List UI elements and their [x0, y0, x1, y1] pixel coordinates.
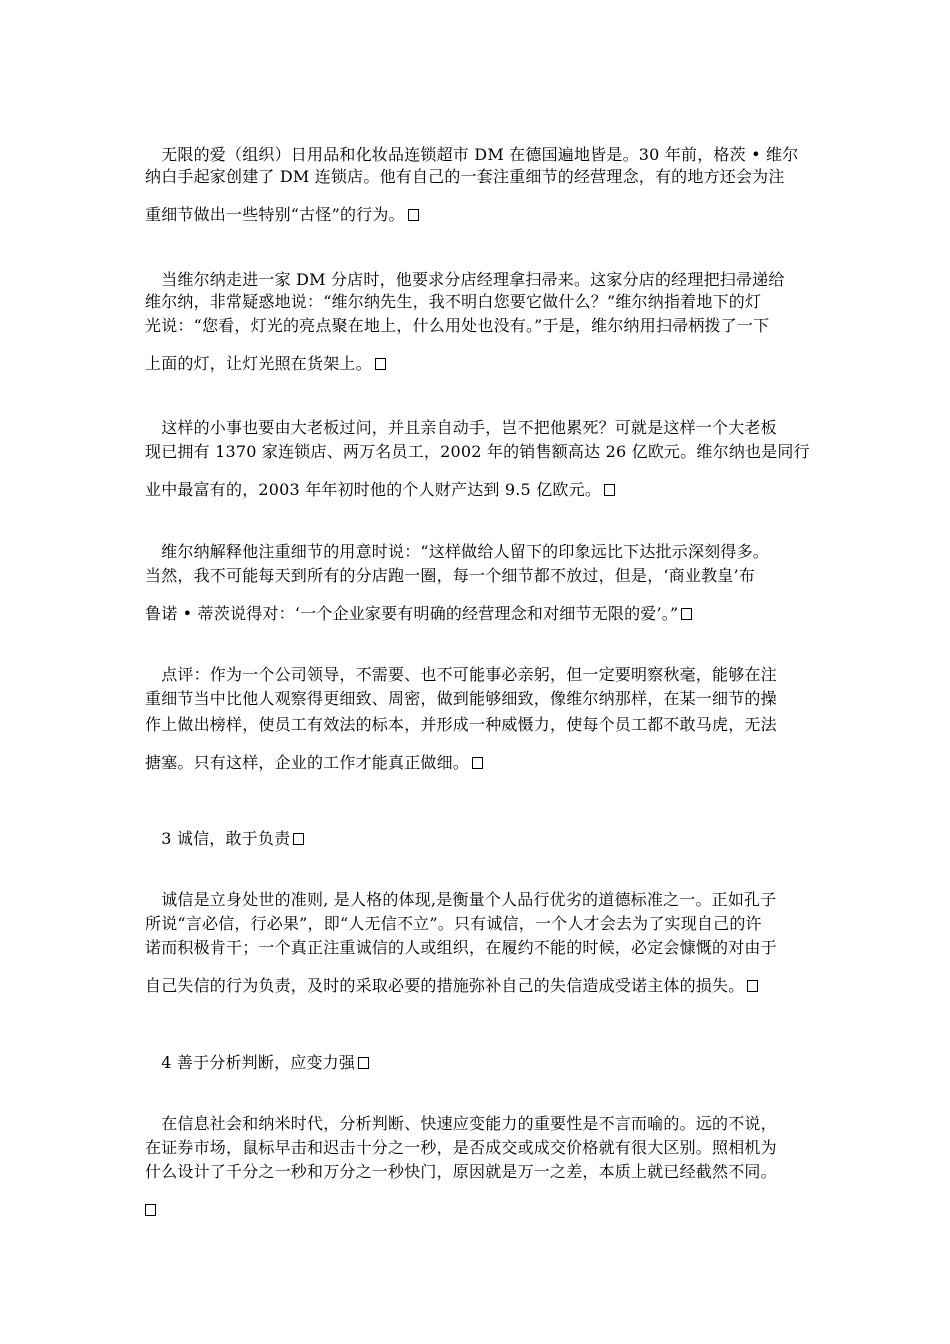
text-line: 光说：“您看，灯光的亮点聚在地上，什么用处也没有。”于是，维尔纳用扫帚柄拨了一下: [145, 316, 770, 335]
text-line: 当然，我不可能每天到所有的分店跑一圈，每一个细节都不放过，但是，‘商业教皇’布: [145, 566, 755, 585]
text-line: 什么设计了千分之一秒和万分之一秒快门，原因就是万一之差，本质上就已经截然不同。: [145, 1162, 777, 1181]
paragraph-mark-icon: [293, 833, 304, 845]
text-line: 作上做出榜样，使员工有效法的标本，并形成一种威慑力，使每个员工都不敢马虎，无法: [145, 715, 777, 734]
text-line-last: [145, 205, 419, 225]
heading-line: [145, 829, 304, 849]
text-line: 诚信是立身处世的准则, 是人格的体现,是衡量个人品行优劣的道德标准之一。正如孔子: [145, 890, 777, 909]
text-line: 诺而积极肯干；一个真正注重诚信的人或组织，在履约不能的时候，必定会慷慨的对由于: [145, 938, 777, 957]
text-line: 在信息社会和纳米时代，分析判断、快速应变能力的重要性是不言而喻的。远的不说，: [145, 1114, 777, 1133]
text-line: 在证券市场，鼠标早击和迟击十分之一秒，是否成交或成交价格就有很大区别。照相机为: [145, 1138, 777, 1157]
text-line-content: 上面的灯，让灯光照在货架上。: [145, 354, 372, 373]
paragraph-mark-icon: [408, 209, 419, 221]
heading-text: 3 诚信，敢于负责: [145, 829, 291, 848]
text-line-last: [145, 604, 692, 624]
text-line: 当维尔纳走进一家 DM 分店时，他要求分店经理拿扫帚来。这家分店的经理把扫帚递给: [145, 270, 785, 289]
text-line: 点评：作为一个公司领导，不需要、也不可能事必亲躬，但一定要明察秋毫，能够在注: [145, 665, 777, 684]
text-line-content: 自己失信的行为负责，及时的采取必要的措施弥补自己的失信造成受诺主体的损失。: [145, 976, 745, 995]
text-line: 无限的爱（组织）日用品和化妆品连锁超市 DM 在德国遍地皆是。30 年前，格茨 • 维尔: [145, 145, 799, 164]
paragraph-mark-icon: [375, 358, 386, 370]
text-line: 重细节当中比他人观察得更细致、周密，做到能够细致，像维尔纳那样，在某一细节的操: [145, 689, 777, 708]
paragraph-mark-icon: [747, 980, 758, 992]
text-line: 维尔纳，非常疑惑地说：“维尔纳先生，我不明白您要它做什么？”维尔纳指着地下的灯: [145, 292, 762, 311]
heading-text: 4 善于分析判断，应变力强: [145, 1053, 356, 1072]
text-line-last: [145, 753, 483, 773]
paragraph-mark-icon: [472, 757, 483, 769]
text-line-last: [145, 1200, 156, 1220]
text-line-content: 搪塞。只有这样，企业的工作才能真正做细。: [145, 753, 470, 772]
text-line-last: [145, 976, 758, 996]
text-line: 所说“言必信，行必果”，即“人无信不立”。只有诚信，一个人才会去为了实现自己的许: [145, 914, 762, 933]
paragraph-mark-icon: [604, 484, 615, 496]
text-line: 现已拥有 1370 家连锁店、两万名员工，2002 年的销售额高达 26 亿欧元。维尔纳也是同行: [145, 442, 810, 461]
text-line-last: [145, 354, 386, 374]
text-line-content: 鲁诺 • 蒂茨说得对：‘一个企业家要有明确的经营理念和对细节无限的爱’。”: [145, 604, 679, 623]
text-line-content: 业中最富有的，2003 年年初时他的个人财产达到 9.5 亿欧元。: [145, 480, 602, 499]
paragraph-mark-icon: [681, 608, 692, 620]
text-line: 这样的小事也要由大老板过问，并且亲自动手，岂不把他累死？可就是这样一个大老板: [145, 418, 777, 437]
text-line-content: 重细节做出一些特别“古怪”的行为。: [145, 205, 405, 224]
heading-line: [145, 1053, 369, 1073]
text-line-last: [145, 480, 615, 500]
text-line: 纳白手起家创建了 DM 连锁店。他有自己的一套注重细节的经营理念，有的地方还会为注: [145, 167, 785, 186]
text-line: 维尔纳解释他注重细节的用意时说：“这样做给人留下的印象远比下达批示深刻得多。: [145, 542, 769, 561]
paragraph-mark-icon: [145, 1204, 156, 1216]
paragraph-mark-icon: [358, 1057, 369, 1069]
